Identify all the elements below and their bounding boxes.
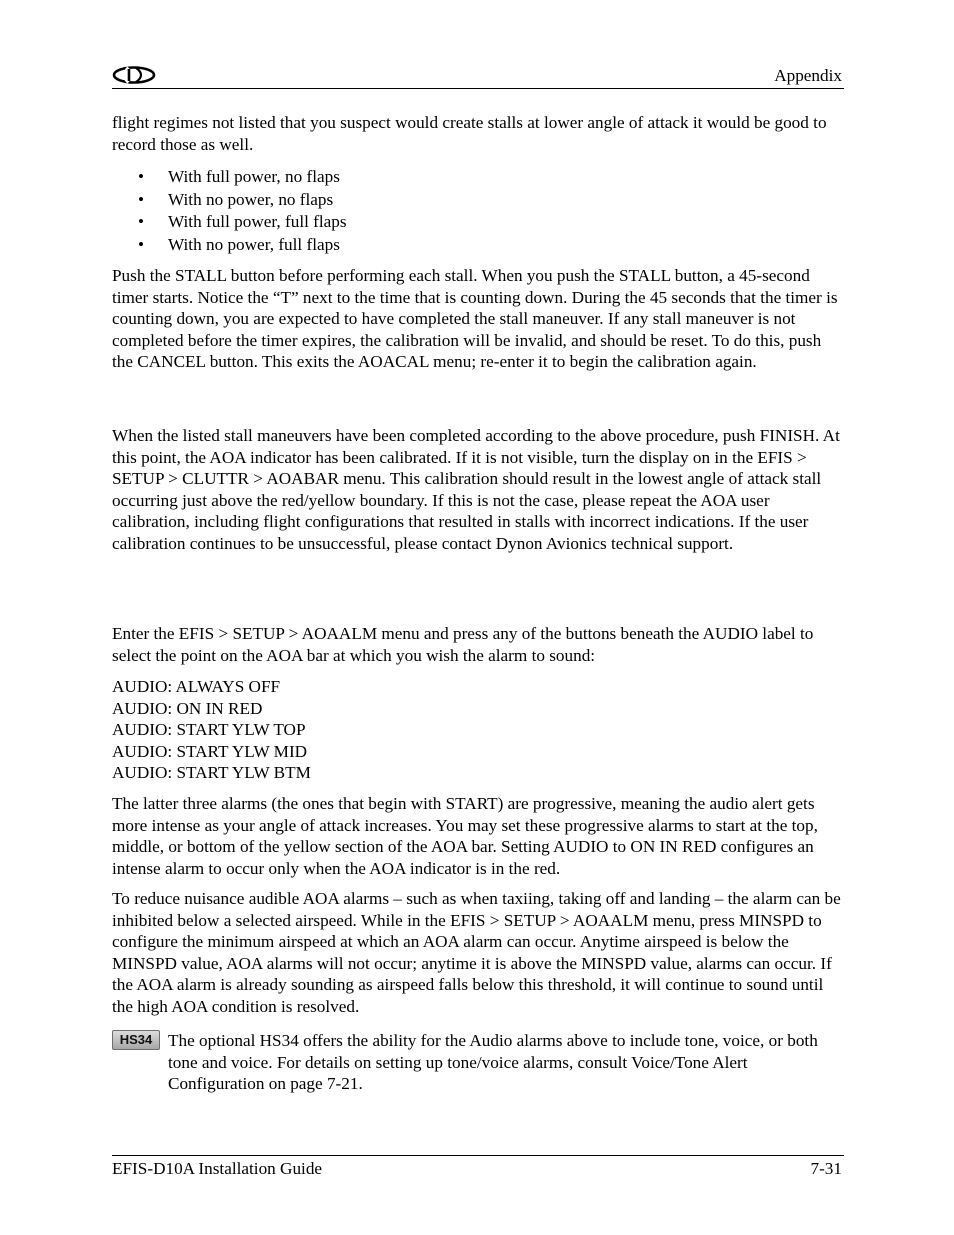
hs34-note <box>112 1030 844 1112</box>
list-item: AUDIO: START YLW TOP <box>112 720 306 740</box>
list-item: • With full power, no flaps <box>112 166 844 189</box>
list-item: • With no power, full flaps <box>112 234 844 257</box>
section-title: Appendix <box>774 66 842 85</box>
list-item: • With full power, full flaps <box>112 211 844 234</box>
paragraph-finish: When the listed stall maneuvers have been completed according to the above procedure, push FINISH. At this point, the AOA indicator has been calibrated. If it is not visible, turn the display on in the EFIS > SETUP > CLUTTR > AOABAR menu. This calibration should result in the lowest angle of attack stall occurring just above the red/yellow boundary. If this is not the case, please repeat the AOA user calibration, including flight configurations that resulted in stalls with incorrect indications. If the user calibration continues to be unsuccessful, please contact Dynon Avionics technical support. <box>112 426 840 553</box>
page-number: 7-31 <box>810 1159 842 1178</box>
footer-title: EFIS-D10A Installation Guide <box>112 1159 323 1178</box>
hs34-badge-icon: HS34 <box>112 1030 160 1050</box>
page-footer <box>112 1155 844 1184</box>
note-text: The optional HS34 offers the ability for the Audio alarms above to include tone, voice, or both tone and voice. For details on setting up tone/voice alarms, consult Voice/Tone Alert Configuration on page 7-21. <box>168 1031 818 1094</box>
audio-options-list <box>112 676 844 784</box>
list-item: • With no power, no flaps <box>112 189 844 212</box>
page-header <box>112 64 844 89</box>
paragraph-aoaalm: Enter the EFIS > SETUP > AOAALM menu and press any of the buttons beneath the AUDIO label to select the point on the AOA bar at which you wish the alarm to sound: <box>112 624 814 665</box>
paragraph-progressive: The latter three alarms (the ones that begin with START) are progressive, meaning the audio alert gets more intense as your angle of attack increases. You may set these progressive alarms to start at the top, middle, or bottom of the yellow section of the AOA bar. Setting AUDIO to ON IN RED configures an intense alarm to occur only when the AOA indicator is in the red. <box>112 794 818 878</box>
list-item: AUDIO: ON IN RED <box>112 698 263 718</box>
paragraph-stall-button: Push the STALL button before performing each stall. When you push the STALL button, a 45-second timer starts. Notice the “T” next to the time that is counting down. During the 45 seconds that the timer is counting down, you are expected to have completed the stall maneuver. If any stall maneuver is not completed before the timer expires, the calibration will be invalid, and should be reset. To do this, push the CANCEL button. This exits the AOACAL menu; re-enter it to begin the calibration again. <box>112 266 838 372</box>
stall-config-list <box>112 166 844 257</box>
list-item: AUDIO: ALWAYS OFF <box>112 677 281 696</box>
paragraph-minspd: To reduce nuisance audible AOA alarms – such as when taxiing, taking off and landing – the alarm can be inhibited below a selected airspeed. While in the EFIS > SETUP > AOAALM menu, press MINSPD to configure the minimum airspeed at which an AOA alarm can occur. Anytime airspeed is below the MINSPD value, AOA alarms will not occur; anytime it is above the MINSPD value, alarms can occur. If the AOA alarm is already sounding as airspeed falls below this threshold, it will continue to sound until the high AOA condition is resolved. <box>112 889 841 1016</box>
paragraph-intro: flight regimes not listed that you suspect would create stalls at lower angle of attack it would be good to record those as well. <box>112 113 827 154</box>
list-item: AUDIO: START YLW MID <box>112 741 308 761</box>
list-item: AUDIO: START YLW BTM <box>112 763 311 783</box>
dynon-logo-icon <box>112 66 156 84</box>
